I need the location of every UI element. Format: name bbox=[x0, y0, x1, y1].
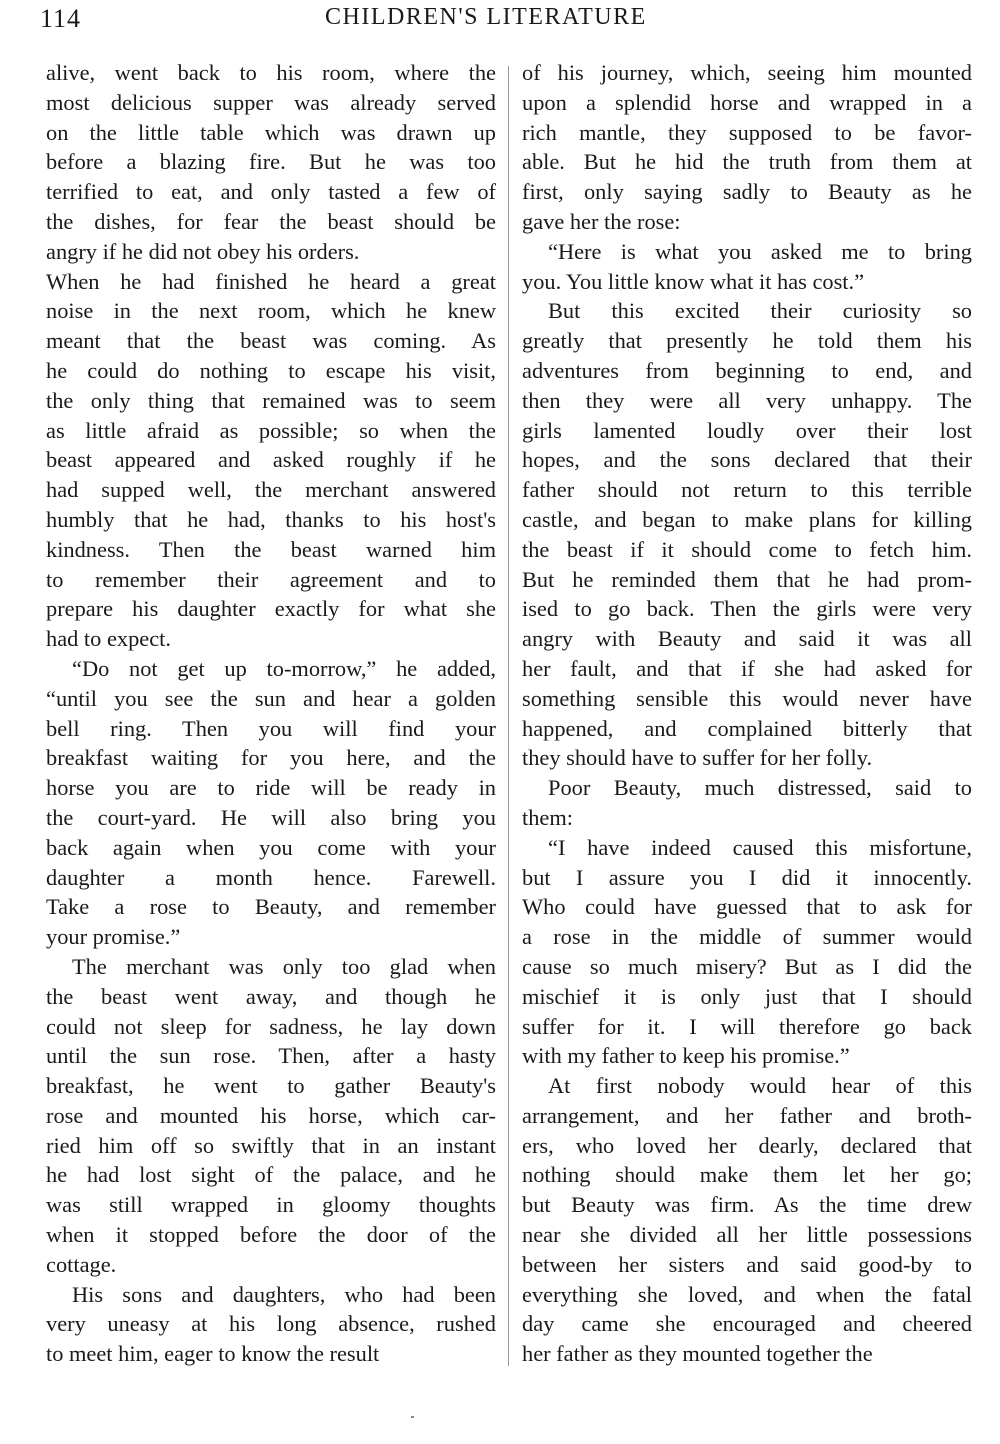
column-divider bbox=[508, 66, 509, 1366]
text-line: rose and mounted his horse, which car- bbox=[46, 1102, 496, 1128]
page-header bbox=[0, 0, 1000, 40]
text-line: beast appeared and asked roughly if he bbox=[46, 447, 496, 473]
text-line: then they were all very unhappy. The bbox=[522, 387, 972, 413]
text-line: back again when you come with your bbox=[46, 834, 496, 860]
text-line: hopes, and the sons declared that their bbox=[522, 447, 972, 473]
text-line: castle, and began to make plans for killing bbox=[522, 506, 972, 532]
text-line: them: bbox=[522, 804, 573, 830]
text-line: “I have indeed caused this misfortune, bbox=[548, 834, 972, 860]
text-line: they should have to suffer for her folly. bbox=[522, 745, 873, 771]
text-line: but Beauty was firm. As the time drew bbox=[522, 1192, 972, 1218]
text-line: her father as they mounted together the bbox=[522, 1341, 873, 1367]
text-line: When he had finished he heard a great bbox=[46, 268, 496, 294]
text-line: But this excited their curiosity so bbox=[548, 298, 972, 324]
text-line: with my father to keep his promise.” bbox=[522, 1043, 850, 1069]
text-line: ers, who loved her dearly, declared that bbox=[522, 1132, 972, 1158]
text-line: cause so much misery? But as I did the bbox=[522, 953, 972, 979]
text-line: meant that the beast was coming. As bbox=[46, 328, 496, 354]
text-line: near she divided all her little possessions bbox=[522, 1222, 972, 1248]
text-line: “Do not get up to-morrow,” he added, bbox=[72, 655, 496, 681]
page-number: 114 bbox=[40, 4, 82, 33]
text-line: a rose in the middle of summer would bbox=[522, 924, 972, 950]
text-line: the beast if it should come to fetch him. bbox=[522, 536, 972, 562]
text-line: suffer for it. I will therefore go back bbox=[522, 1013, 972, 1039]
text-line: Poor Beauty, much distressed, said to bbox=[548, 775, 972, 801]
right-column bbox=[522, 58, 972, 1369]
text-line: cottage. bbox=[46, 1251, 117, 1277]
text-line: between her sisters and said good-by to bbox=[522, 1251, 972, 1277]
text-line: “Here is what you asked me to bring bbox=[548, 238, 972, 264]
text-line: alive, went back to his room, where the bbox=[46, 60, 496, 85]
text-line: before a blazing fire. But he was too bbox=[46, 149, 496, 175]
text-line: upon a splendid horse and wrapped in a bbox=[522, 89, 972, 115]
text-line: ised to go back. Then the girls were very bbox=[522, 596, 972, 622]
text-line: humbly that he had, thanks to his host's bbox=[46, 506, 496, 532]
text-line: most delicious supper was already served bbox=[46, 89, 496, 115]
page-mark bbox=[411, 1416, 414, 1418]
text-line: had supped well, the merchant answered bbox=[46, 477, 496, 503]
text-line: everything she loved, and when the fatal bbox=[522, 1281, 972, 1307]
text-line: noise in the next room, which he knew bbox=[46, 298, 496, 324]
text-line: until the sun rose. Then, after a hasty bbox=[46, 1043, 496, 1069]
text-line: prepare his daughter exactly for what she bbox=[46, 596, 496, 622]
text-line: mischief it is only just that I should bbox=[522, 983, 972, 1009]
text-line: your promise.” bbox=[46, 924, 181, 950]
text-line: the court-yard. He will also bring you bbox=[46, 804, 496, 830]
text-line: the dishes, for fear the beast should be bbox=[46, 208, 496, 234]
text-line: you. You little know what it has cost.” bbox=[522, 268, 865, 294]
text-line: At first nobody would hear of this bbox=[548, 1073, 972, 1099]
text-line: when it stopped before the door of the bbox=[46, 1222, 496, 1248]
text-line: kindness. Then the beast warned him bbox=[46, 536, 496, 562]
text-line: adventures from beginning to end, and bbox=[522, 357, 972, 383]
text-line: as little afraid as possible; so when the bbox=[46, 417, 496, 443]
text-line: girls lamented loudly over their lost bbox=[522, 417, 972, 443]
text-line: of his journey, which, seeing him mounted bbox=[522, 60, 972, 85]
text-line: breakfast, he went to gather Beauty's bbox=[46, 1073, 496, 1099]
text-line: nothing should make them let her go; bbox=[522, 1162, 972, 1188]
text-line: first, only saying sadly to Beauty as he bbox=[522, 179, 972, 205]
text-line: her fault, and that if she had asked for bbox=[522, 655, 972, 681]
text-line: he could do nothing to escape his visit, bbox=[46, 357, 496, 383]
text-line: Take a rose to Beauty, and remember bbox=[46, 894, 496, 920]
left-column bbox=[46, 58, 496, 1369]
text-line: had to expect. bbox=[46, 626, 171, 652]
text-line: the only thing that remained was to seem bbox=[46, 387, 496, 413]
text-line: His sons and daughters, who had been bbox=[72, 1281, 496, 1307]
text-line: greatly that presently he told them his bbox=[522, 328, 972, 354]
text-line: arrangement, and her father and broth- bbox=[522, 1102, 972, 1128]
text-line: breakfast waiting for you here, and the bbox=[46, 745, 496, 771]
text-line: was still wrapped in gloomy thoughts bbox=[46, 1192, 496, 1218]
text-line: rich mantle, they supposed to be favor- bbox=[522, 119, 972, 145]
text-line: on the little table which was drawn up bbox=[46, 119, 496, 145]
text-line: daughter a month hence. Farewell. bbox=[46, 864, 496, 890]
text-line: the beast went away, and though he bbox=[46, 983, 496, 1009]
text-line: but I assure you I did it innocently. bbox=[522, 864, 972, 890]
text-line: angry with Beauty and said it was all bbox=[522, 626, 972, 652]
text-line: But he reminded them that he had prom- bbox=[522, 566, 972, 592]
text-line: day came she encouraged and cheered bbox=[522, 1311, 972, 1337]
text-line: he had lost sight of the palace, and he bbox=[46, 1162, 496, 1188]
text-line: “until you see the sun and hear a golden bbox=[46, 685, 496, 711]
text-line: terrified to eat, and only tasted a few of bbox=[46, 179, 496, 205]
text-line: father should not return to this terrible bbox=[522, 477, 972, 503]
text-line: bell ring. Then you will find your bbox=[46, 715, 496, 741]
text-line: ried him off so swiftly that in an instant bbox=[46, 1132, 496, 1158]
text-line: could not sleep for sadness, he lay down bbox=[46, 1013, 496, 1039]
text-line: to meet him, eager to know the result bbox=[46, 1341, 380, 1367]
text-line: angry if he did not obey his orders. bbox=[46, 238, 360, 264]
text-line: to remember their agreement and to bbox=[46, 566, 496, 592]
text-line: horse you are to ride will be ready in bbox=[46, 775, 496, 801]
text-line: very uneasy at his long absence, rushed bbox=[46, 1311, 496, 1337]
text-line: Who could have guessed that to ask for bbox=[522, 894, 972, 920]
running-title: CHILDREN'S LITERATURE bbox=[325, 4, 647, 30]
text-line: The merchant was only too glad when bbox=[72, 953, 496, 979]
text-line: happened, and complained bitterly that bbox=[522, 715, 972, 741]
text-line: gave her the rose: bbox=[522, 208, 681, 234]
text-line: something sensible this would never have bbox=[522, 685, 972, 711]
text-line: able. But he hid the truth from them at bbox=[522, 149, 972, 175]
